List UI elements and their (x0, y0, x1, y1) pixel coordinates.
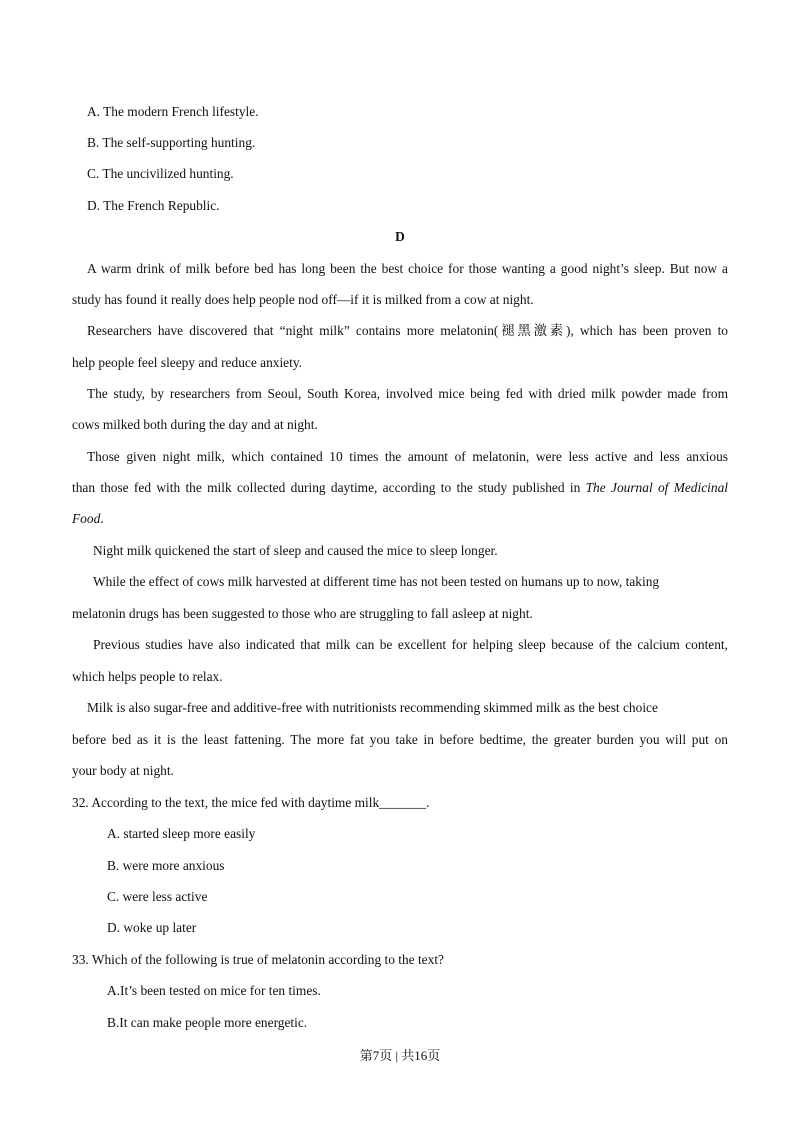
q32-option-b: B. were more anxious (107, 858, 225, 873)
passage-line: Milk is also sugar-free and additive-free with nutritionists recommending skimmed milk as the best choice (87, 700, 658, 715)
passage-line: melatonin drugs has been suggested to those who are struggling to fall asleep at night. (72, 606, 533, 621)
passage-line: While the effect of cows milk harvested at different time has not been tested on humans up to now, taking (93, 574, 660, 589)
page-footer: 第7页 | 共16页 (359, 1048, 441, 1063)
passage-line: Researchers have discovered that “night milk” contains more melatonin(褪黑激素), which has been proven to (87, 323, 728, 338)
passage-line (72, 510, 104, 528)
passage-text: than those fed with the milk collected during daytime, according to the study published in (72, 480, 581, 495)
section-title: D (395, 229, 405, 244)
passage-line: your body at night. (72, 763, 174, 778)
passage-line: Those given night milk, which contained 10 times the amount of melatonin, were less active and less anxious (87, 449, 728, 464)
passage-line: before bed as it is the least fattening. The more fat you take in before bedtime, the greater burden you will put on (72, 732, 728, 747)
question-32-stem: 32. According to the text, the mice fed with daytime milk_______. (72, 795, 430, 810)
prev-option-c: C. The uncivilized hunting. (87, 166, 234, 181)
passage-line: study has found it really does help people nod off—if it is milked from a cow at night. (72, 292, 534, 307)
q32-option-a: A. started sleep more easily (107, 826, 256, 841)
question-33-stem: 33. Which of the following is true of melatonin according to the text? (72, 952, 444, 967)
passage-line: Previous studies have also indicated that milk can be excellent for helping sleep because of the calcium content, (93, 637, 728, 652)
prev-option-a: A. The modern French lifestyle. (87, 104, 259, 119)
q33-option-a: A.It’s been tested on mice for ten times. (107, 983, 321, 998)
prev-option-b: B. The self-supporting hunting. (87, 135, 256, 150)
q32-option-d: D. woke up later (107, 920, 197, 935)
q32-option-c: C. were less active (107, 889, 208, 904)
passage-line: cows milked both during the day and at night. (72, 417, 318, 432)
passage-text: . (100, 511, 104, 526)
passage-line: Night milk quickened the start of sleep and caused the mice to sleep longer. (93, 543, 498, 558)
passage-line: which helps people to relax. (72, 669, 223, 684)
journal-title-cont: Food (72, 511, 101, 526)
journal-title: The Journal of Medicinal (585, 480, 728, 495)
passage-line: help people feel sleepy and reduce anxiety. (72, 355, 303, 370)
passage-line: A warm drink of milk before bed has long been the best choice for those wanting a good night’s sleep. But now a (87, 261, 728, 276)
prev-option-d: D. The French Republic. (87, 198, 220, 213)
q33-option-b: B.It can make people more energetic. (107, 1015, 308, 1030)
passage-line: The study, by researchers from Seoul, South Korea, involved mice being fed with dried milk powder made from (87, 386, 728, 401)
passage-line (72, 479, 728, 497)
